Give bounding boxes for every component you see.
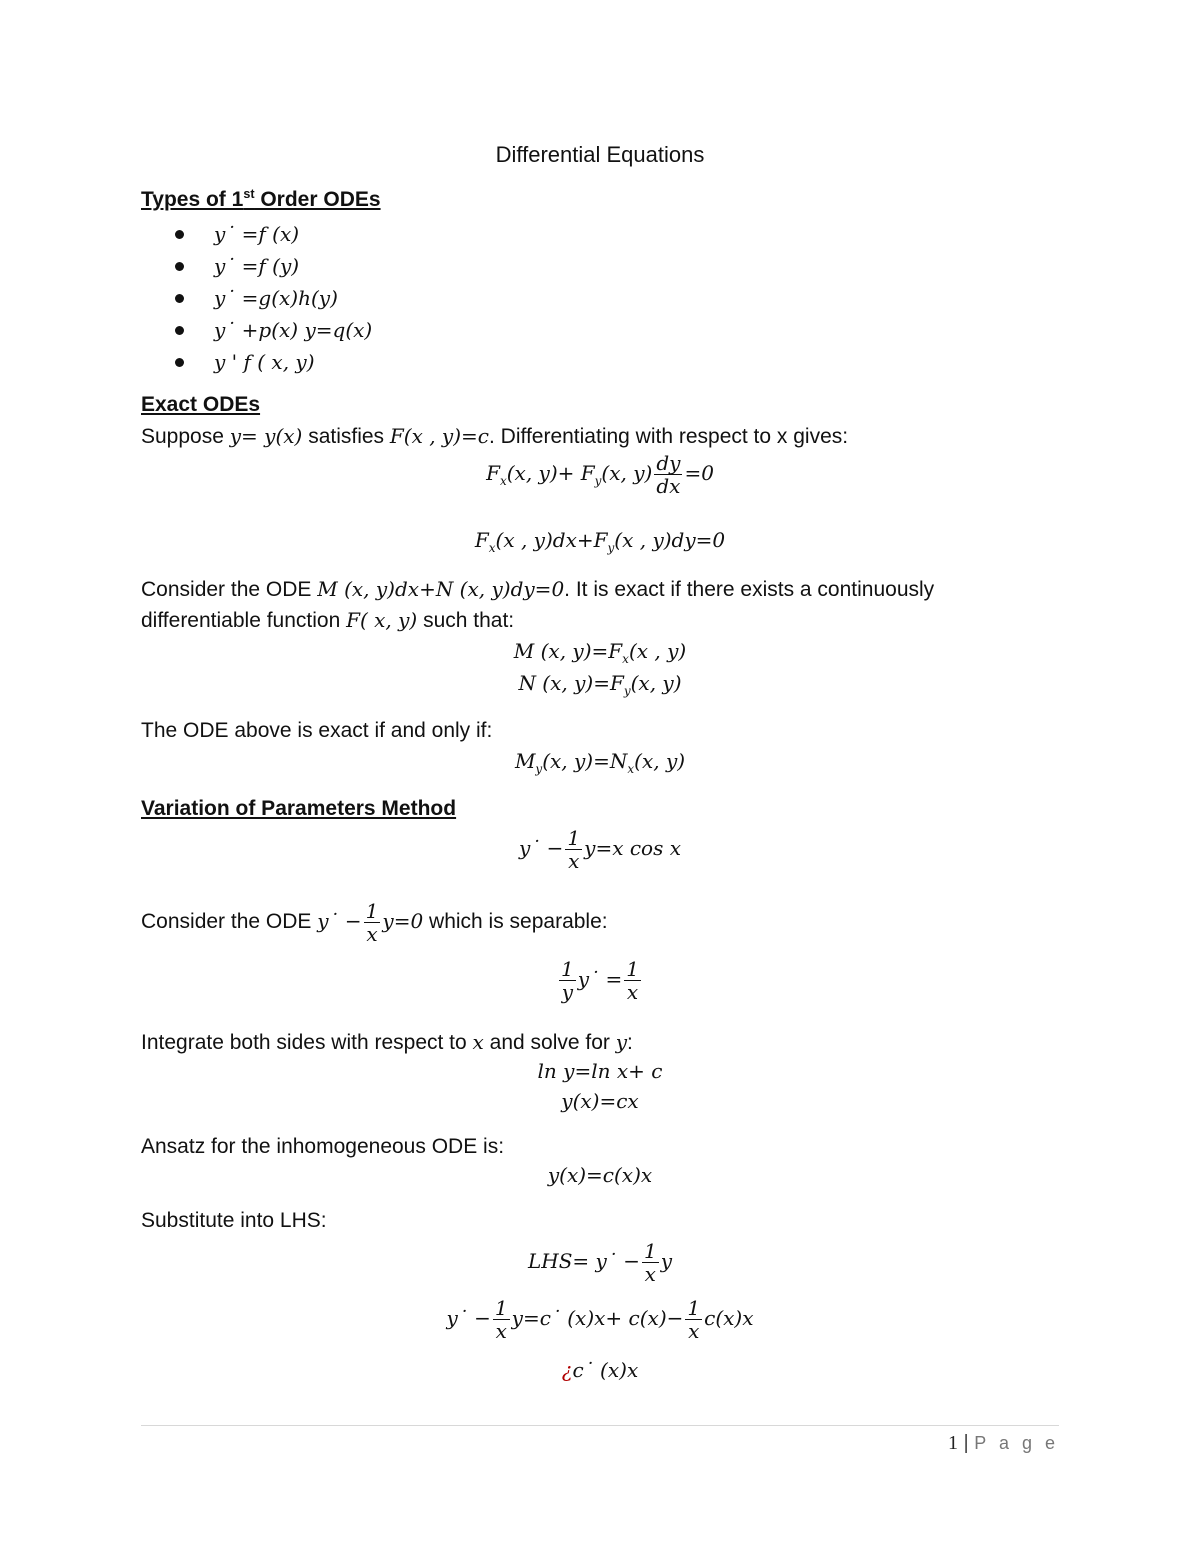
equation-ansatz: y(x)=c(x)x — [547, 1163, 653, 1187]
equation-lhs-simplified: ¿c˙ (x)x — [561, 1358, 639, 1382]
list-item: y ' f ( x, y) — [175, 346, 372, 378]
bullet-icon — [175, 326, 184, 335]
bullet-icon — [175, 358, 184, 367]
homogeneous-intro-line: Consider the ODE y˙ − $\frac{1}{x}$ y=0 which is separable: — [141, 899, 608, 946]
equation-lhs-expanded: y˙ − $\frac{1}{x}$ y=c˙ (x)x+ c(x)− $\frac{1}{x}$ c(x)x — [446, 1296, 754, 1343]
fraction: $\frac{1}{x}$ — [365, 899, 379, 946]
fraction: $\frac{1}{x}$ — [626, 957, 639, 1004]
equation-example-ode: y˙ − $\frac{1}{x}$ y=x cos x — [519, 826, 681, 873]
fraction: $\frac{1}{x}$ — [687, 1296, 701, 1343]
fraction: $\frac{1}{y}$ — [561, 957, 574, 1004]
equation-homogeneous-solution: y(x)=cx — [561, 1089, 639, 1113]
equation-log-solution: ln y=ln x+ c — [537, 1059, 663, 1083]
substitute-text: Substitute into LHS: — [141, 1209, 327, 1232]
equation-total-derivative: $F_x(x$, $y)+ F_y(x$, y) $\frac{dy}{dx}$ =0 — [486, 451, 714, 498]
exactness-criterion-text: The ODE above is exact if and only if: — [141, 719, 493, 742]
bullet-icon — [175, 294, 184, 303]
equation-exactness-test: $M_y(x$, $y)=N_x(x$, y) — [514, 749, 686, 776]
document-title: Differential Equations — [495, 142, 705, 167]
ode-type-list — [175, 218, 372, 378]
list-item: y˙ =g(x)h(y) — [175, 282, 372, 314]
bullet-icon — [175, 262, 184, 271]
fraction: $\frac{dy}{dx}$ — [656, 451, 681, 498]
page-label: P a g e — [974, 1433, 1059, 1453]
equation-n-condition: N (x, $y)=F_y(x$, y) — [518, 671, 682, 698]
equation-m-condition: M (x, $y)=F_x(x$ , y) — [513, 639, 687, 666]
list-item: y˙ =f (x) — [175, 218, 372, 250]
fraction: $\frac{1}{x}$ — [643, 1239, 657, 1286]
exact-intro-line: Suppose y= y(x) satisfies F(x , y)=c. Differentiating with respect to x gives: — [141, 424, 849, 448]
bullet-icon — [175, 230, 184, 239]
list-item: y˙ +p(x) y=q(x) — [175, 314, 372, 346]
fraction: $\frac{1}{x}$ — [494, 1296, 508, 1343]
placeholder-glyph: ¿ — [561, 1358, 573, 1382]
page-footer: 1 | P a g e — [947, 1432, 1059, 1454]
exact-definition-line2: differentiable function F( x, y) such that: — [141, 608, 515, 632]
equation-differential-form: $F_x(x$ , $y)dx+F_y(x$ , y)dy=0 — [474, 528, 726, 555]
page-number: 1 — [947, 1432, 958, 1454]
equation-separated: $\frac{1}{y}$ y˙ = $\frac{1}{x}$ — [561, 957, 639, 1004]
heading-types: Types of 1st Order ODEs — [141, 187, 381, 211]
exact-definition-line1: Consider the ODE M (x, y)dx+N (x, y)dy=0. It is exact if there exists a continuously — [141, 577, 935, 601]
heading-variation-of-parameters: Variation of Parameters Method — [141, 797, 457, 820]
heading-exact: Exact ODEs — [141, 393, 261, 416]
integrate-instruction: Integrate both sides with respect to x and solve for y: — [141, 1030, 633, 1054]
footer-divider — [141, 1425, 1059, 1426]
list-item: y˙ =f (y) — [175, 250, 372, 282]
fraction: $\frac{1}{x}$ — [567, 826, 581, 873]
ansatz-text: Ansatz for the inhomogeneous ODE is: — [141, 1135, 505, 1158]
equation-lhs: LHS= y˙ − $\frac{1}{x}$ y — [528, 1239, 672, 1286]
